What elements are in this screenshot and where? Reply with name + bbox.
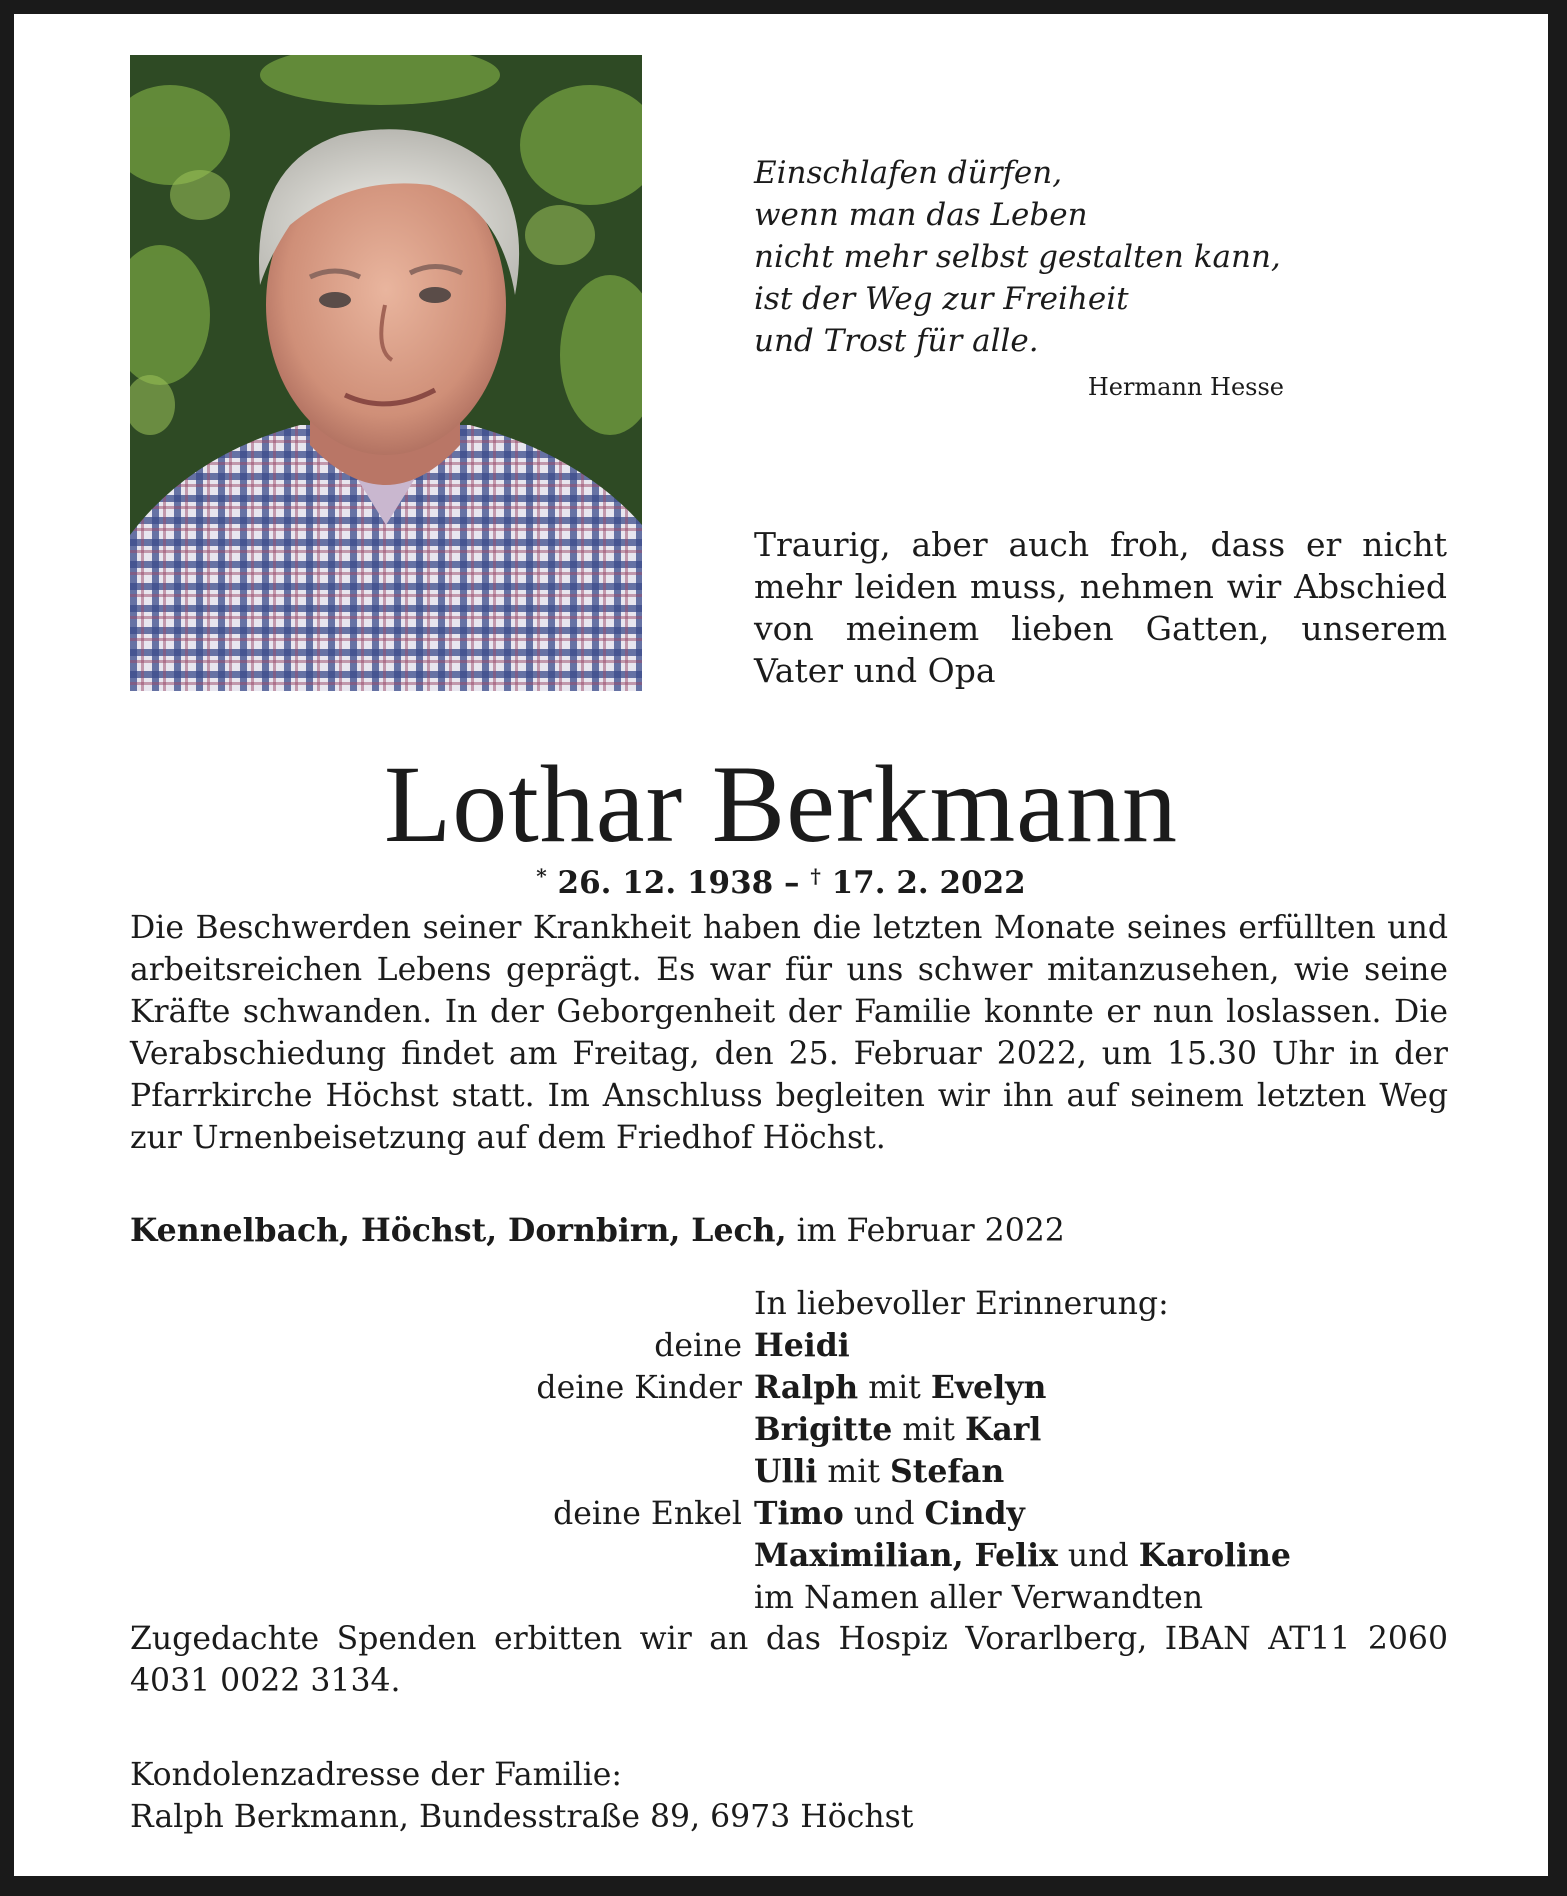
address-heading: Kondolenzadresse der Familie: — [130, 1757, 623, 1793]
grandchild-name: Maximilian, Felix — [754, 1537, 1058, 1574]
life-dates — [14, 856, 1548, 903]
poem-line: Einschlafen dürfen, — [754, 155, 1063, 191]
family-row-grandchildren — [130, 1493, 1448, 1535]
poem — [754, 152, 1454, 362]
child-name: Ralph — [754, 1369, 859, 1406]
family-row-relatives — [130, 1577, 1448, 1619]
grandchild-name: Cindy — [924, 1495, 1025, 1532]
poem-line: und Trost für alle. — [754, 323, 1039, 359]
grandchild-name: Karoline — [1138, 1537, 1291, 1574]
partner-name: Karl — [964, 1411, 1042, 1448]
death-date: 17. 2. 2022 — [831, 865, 1026, 901]
memory-heading: In liebevoller Erinnerung: — [754, 1286, 1169, 1322]
deceased-name: Lothar Berkmann — [384, 743, 1178, 865]
family-row-wife — [130, 1325, 1448, 1367]
family-row-child — [130, 1451, 1448, 1493]
wife-label: deine — [654, 1328, 742, 1364]
conjunction: mit — [868, 1370, 921, 1406]
body-text: Die Beschwerden seiner Krankheit haben die letzten Monate seines erfüllten und arbeitsreichen Lebens geprägt. Es war für uns schwer mitanzusehen, wie seine Kräfte schwanden. In der Geborgenheit der Familie konnte er nun loslassen. Die Verabschiedung findet am Freitag, den 25. Februar 2022, um 15.30 Uhr in der Pfarrkirche Höchst statt. Im Anschluss begleiten wir ihn auf seinem letzten Weg zur Urnenbeisetzung auf dem Friedhof Höchst. — [130, 910, 1448, 1156]
condolence-address — [130, 1754, 1448, 1838]
family-row-child — [130, 1367, 1448, 1409]
partner-name: Evelyn — [930, 1369, 1047, 1406]
conjunction: und — [853, 1496, 915, 1532]
locations: Kennelbach, Höchst, Dornbirn, Lech, — [130, 1212, 787, 1249]
children-label: deine Kinder — [536, 1370, 742, 1406]
obituary-page — [14, 14, 1548, 1876]
place-date-line — [130, 1210, 1448, 1252]
death-symbol: † — [810, 864, 821, 888]
family-row-grandchildren — [130, 1535, 1448, 1577]
family-row-child — [130, 1409, 1448, 1451]
grandchild-name: Timo — [754, 1495, 844, 1532]
poem-line: nicht mehr selbst gestalten kann, — [754, 239, 1281, 275]
grandchildren-label: deine Enkel — [553, 1496, 742, 1532]
intro-text: Traurig, aber auch froh, dass er nicht mehr leiden muss, nehmen wir Abschied von meinem lieben Gatten, unserem Vater und Opa — [754, 525, 1447, 690]
poem-line: ist der Weg zur Freiheit — [754, 281, 1129, 317]
family-list — [130, 1325, 1448, 1619]
conjunction: mit — [827, 1454, 880, 1490]
date-separator: – — [784, 865, 800, 901]
relatives-note: im Namen aller Verwandten — [754, 1580, 1204, 1616]
wife-name: Heidi — [754, 1327, 850, 1364]
portrait-photo — [130, 55, 642, 691]
poem-author: Hermann Hesse — [1087, 373, 1284, 401]
conjunction: mit — [902, 1412, 955, 1448]
birth-symbol: * — [536, 864, 547, 888]
child-name: Ulli — [754, 1453, 818, 1490]
conjunction: und — [1067, 1538, 1129, 1574]
address-line: Ralph Berkmann, Bundesstraße 89, 6973 Höchst — [130, 1799, 914, 1835]
poem-line: wenn man das Leben — [754, 197, 1088, 233]
partner-name: Stefan — [890, 1453, 1005, 1490]
birth-date: 26. 12. 1938 — [557, 865, 774, 901]
notice-date: im Februar 2022 — [796, 1213, 1065, 1249]
child-name: Brigitte — [754, 1411, 893, 1448]
donation-text: Zugedachte Spenden erbitten wir an das Hospiz Vorarlberg, IBAN AT11 2060 4031 0022 3134. — [130, 1621, 1448, 1699]
